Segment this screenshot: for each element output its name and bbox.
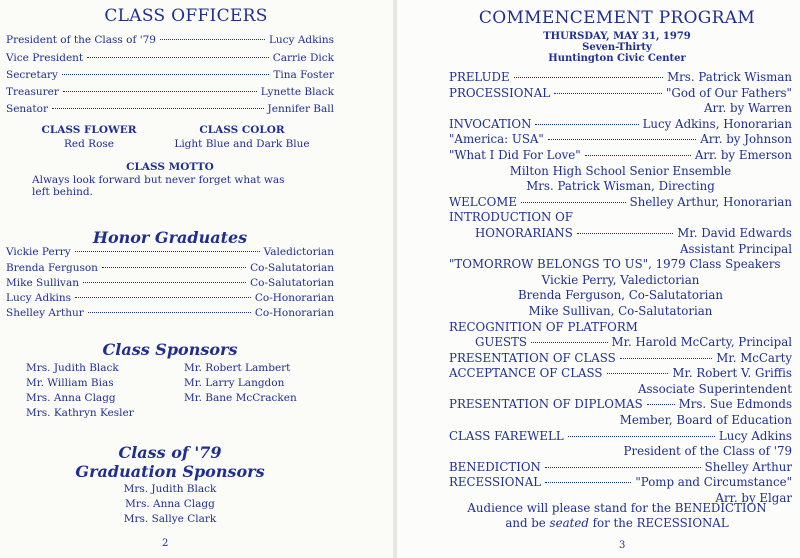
program-item-detail: Lucy Adkins, Honorarian [642,116,792,131]
officer-name: Lynette Black [260,86,334,98]
program-item-detail: "Pomp and Circumstance" [635,475,792,490]
program-item-title: INVOCATION [449,116,532,131]
class-color-label: CLASS COLOR [199,124,285,136]
program-item-note: Associate Superintendent [637,381,792,396]
program-item-title: PRELUDE [449,70,510,84]
officer-row [6,69,334,81]
sponsor-name: Mr. Bane McCracken [184,392,297,404]
officer-role: President of the Class of '79 [6,34,156,46]
leader-dots [83,282,246,283]
officer-name: Tina Foster [273,69,334,81]
program-item-note: Assistant Principal [679,241,792,256]
graduation-sponsor-name: Mrs. Anna Clagg [125,498,215,510]
program-item [449,460,792,476]
honor-row [6,246,334,258]
page-2 [0,0,393,558]
graduation-sponsors-heading-line2: Graduation Sponsors [75,462,265,481]
class-motto-line: left behind. [32,186,93,198]
program-item-detail: Arr. by Johnson [700,132,792,147]
class-motto-label: CLASS MOTTO [126,161,214,173]
honor-graduates-heading: Honor Graduates [92,228,248,247]
graduation-sponsor-name: Mrs. Judith Black [123,483,217,495]
graduation-sponsors-list [0,482,340,527]
leader-dots [63,91,257,92]
sponsor-name: Mrs. Judith Black [26,362,119,374]
leader-dots [548,139,696,140]
program-item-title: PROCESSIONAL [449,85,551,100]
sponsor-name: Mrs. Kathryn Kesler [26,407,134,419]
program-item [449,86,792,102]
program-item [449,397,792,413]
program-date: THURSDAY, MAY 31, 1979 [543,31,691,42]
program-list [449,70,792,507]
program-item [449,226,792,242]
leader-dots [88,312,251,313]
officer-name: Lucy Adkins [268,34,334,46]
page-number: 3 [619,540,626,551]
program-item-detail: Lucy Adkins [718,428,792,443]
leader-dots [52,108,264,109]
honor-title: Co-Honorarian [254,292,334,304]
sponsor-name: Mr. William Bias [26,377,114,389]
program-item [449,132,792,148]
sponsors-right-column [184,361,297,406]
class-officers-heading: CLASS OFFICERS [104,6,268,26]
honor-row [6,292,334,304]
program-item [449,148,792,164]
leader-dots [620,358,713,359]
program-item [449,70,792,86]
officer-row [6,103,334,115]
commencement-program-heading: COMMENCEMENT PROGRAM [478,8,756,28]
officer-role: Secretary [6,69,58,81]
program-item-title: INTRODUCTION OF [449,210,573,225]
program-item-note: Arr. by Warren [704,101,792,116]
program-item-title: "TOMORROW BELONGS TO US", 1979 Class Speakers [449,257,781,272]
leader-dots [535,124,638,125]
officer-row [6,34,334,46]
program-item-detail: Shelley Arthur, Honorarian [629,194,792,209]
program-item [449,195,792,211]
leader-dots [577,233,673,234]
class-color-value: Light Blue and Dark Blue [174,138,310,150]
honor-name: Brenda Ferguson [6,262,98,274]
program-item-note: Mrs. Patrick Wisman, Directing [526,179,715,194]
leader-dots [102,267,246,268]
graduation-sponsors-heading-line1: Class of '79 [118,443,222,462]
leader-dots [607,373,669,374]
honor-row [6,307,334,319]
audience-instruction-line [437,516,797,531]
audience-instructions [437,501,797,531]
program-item-detail: "God of Our Fathers" [666,85,792,100]
program-item-title: PRESENTATION OF DIPLOMAS [449,397,643,412]
program-item-detail: Mr. McCarty [716,350,792,365]
program-item-title: "America: USA" [449,132,544,147]
program-time: Seven-Thirty [582,42,652,53]
graduation-sponsor-name: Mrs. Sallye Clark [123,513,217,525]
leader-dots [75,297,251,298]
program-item-detail: Arr. by Emerson [694,147,792,162]
leader-dots [75,251,260,252]
program-item-title: GUESTS [475,335,528,350]
honor-row [6,277,334,289]
program-item-title: HONORARIANS [475,225,573,240]
officer-row [6,86,334,98]
program-item-detail: Mr. Robert V. Griffis [672,366,792,381]
honor-name: Lucy Adkins [6,292,72,304]
class-flower-label: CLASS FLOWER [41,124,137,136]
instruction-emphasis: seated [549,516,589,530]
program-item [449,429,792,445]
program-item-note: Vickie Perry, Valedictorian [541,272,700,287]
program-item-title: CLASS FAREWELL [449,428,564,443]
honor-row [6,262,334,274]
program-item [449,366,792,382]
officer-role: Treasurer [6,86,59,98]
class-sponsors-heading: Class Sponsors [102,340,238,359]
program-item-title: BENEDICTION [449,459,541,474]
program-item-note: Brenda Ferguson, Co-Salutatorian [517,288,724,303]
program-item [449,335,792,351]
leader-dots [568,436,715,437]
program-item [449,117,792,133]
program-item [449,475,792,491]
officer-role: Senator [6,103,48,115]
honor-title: Co-Honorarian [254,307,334,319]
program-item-note: President of the Class of '79 [623,444,792,459]
leader-dots [87,57,269,58]
leader-dots [554,93,662,94]
program-item-title: RECOGNITION OF PLATFORM [449,319,638,334]
sponsor-name: Mr. Larry Langdon [184,377,285,389]
honor-title: Valedictorian [263,246,334,258]
leader-dots [647,404,675,405]
program-item-detail: Mr. Harold McCarty, Principal [611,335,792,350]
page-3 [397,0,800,558]
leader-dots [514,77,663,78]
officer-name: Jennifer Ball [267,103,334,115]
honor-name: Vickie Perry [6,246,71,258]
class-flower-value: Red Rose [63,138,114,150]
program-item-note: Milton High School Senior Ensemble [509,163,732,178]
officer-row [6,52,334,64]
program-item-title: RECESSIONAL [449,475,542,490]
program-venue: Huntington Civic Center [548,53,686,64]
page-number: 2 [162,538,169,549]
leader-dots [545,482,631,483]
leader-dots [62,74,269,75]
honor-title: Co-Salutatorian [250,262,334,274]
instruction-text: for the RECESSIONAL [588,516,729,530]
honor-name: Mike Sullivan [6,277,80,289]
program-item [449,351,792,367]
program-item-detail: Shelley Arthur [704,459,792,474]
instruction-text: and be [505,516,550,530]
program-item-detail: Mrs. Patrick Wisman [667,70,792,84]
audience-instruction-line: Audience will please stand for the BENEDICTION [467,501,767,515]
program-item-title: WELCOME [449,194,517,209]
program-item-note: Mike Sullivan, Co-Salutatorian [528,303,713,318]
leader-dots [521,202,626,203]
program-item-title: "What I Did For Love" [449,147,581,162]
sponsor-name: Mrs. Anna Clagg [26,392,116,404]
officer-name: Carrie Dick [272,52,334,64]
leader-dots [585,155,691,156]
leader-dots [531,342,608,343]
honor-title: Co-Salutatorian [250,277,334,289]
leader-dots [160,39,265,40]
sponsors-left-column [26,361,134,421]
program-item-title: PRESENTATION OF CLASS [449,350,616,365]
honor-name: Shelley Arthur [6,307,84,319]
officer-role: Vice President [6,52,84,64]
class-motto-line: Always look forward but never forget what was [32,174,285,186]
sponsor-name: Mr. Robert Lambert [184,362,291,374]
program-item-detail: Mr. David Edwards [677,225,792,240]
leader-dots [545,467,701,468]
program-item-title: ACCEPTANCE OF CLASS [449,366,603,381]
program-item-note: Member, Board of Education [619,413,792,428]
program-item-detail: Mrs. Sue Edmonds [678,397,792,412]
program-item-note: Arr. by Elgar [715,491,792,506]
